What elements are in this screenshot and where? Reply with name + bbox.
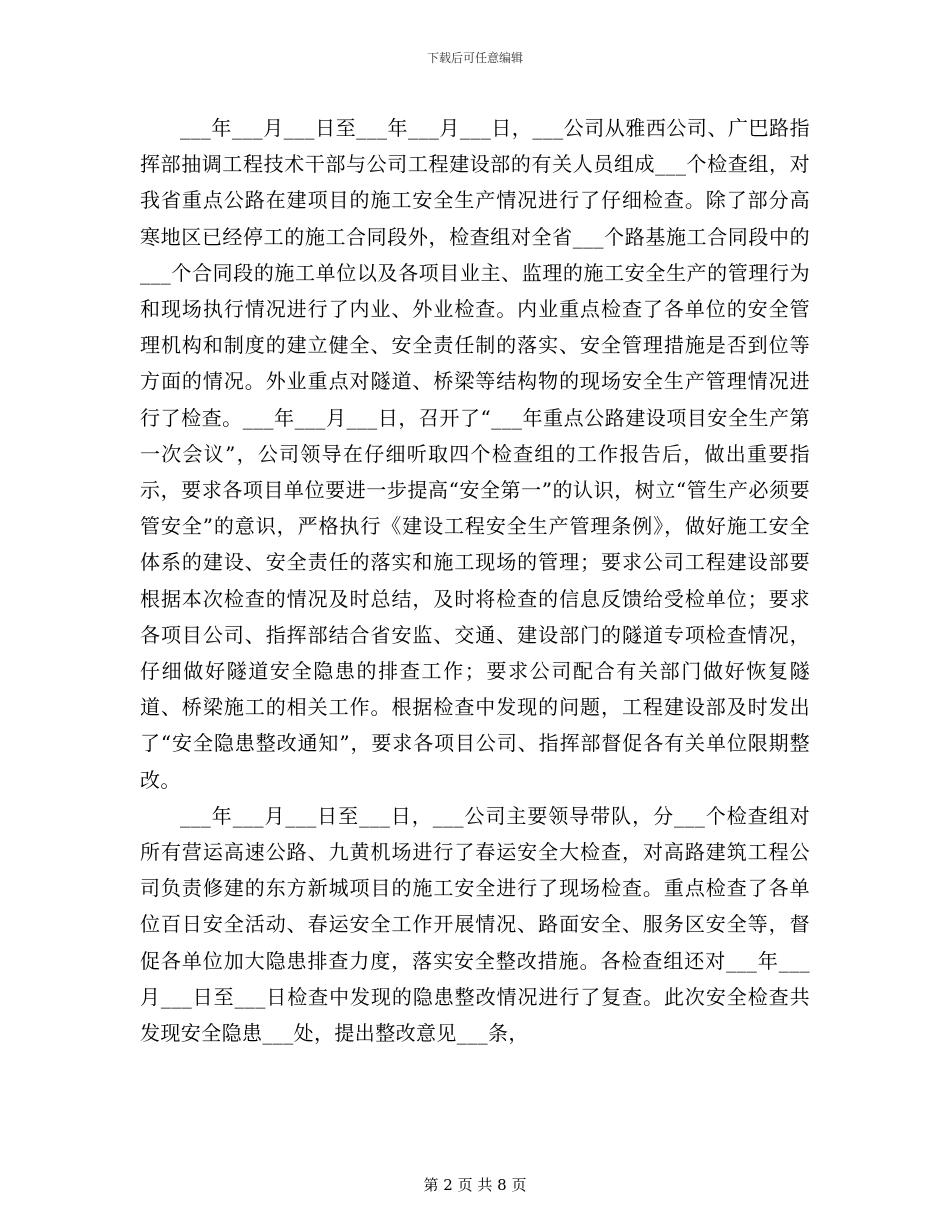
body-paragraph-2: ___年___月___日至___日，___公司主要领导带队，分___个检查组对所有营运高速公路、九黄机场进行了春运安全大检查，对高路建筑工程公司负责修建的东方新城项目的施工安全进行了现场检查。重点检查了各单位百日安全活动、春运安全工作开展情况、路面安全、服务区安全等，督促各单位加大隐患排查力度，落实安全整改措施。各检查组还对___年___月___日至___日检查中发现的隐患整改情况进行了复查。此次安全检查共发现安全隐患___处，提出整改意见___条， — [140, 803, 810, 1046]
document-body — [140, 110, 810, 1051]
page-header-note: 下载后可任意编辑 — [426, 51, 523, 65]
page-number-footer: 第 2 页 共 8 页 — [423, 1176, 527, 1194]
body-paragraph-1: ___年___月___日至___年___月___日，___公司从雅西公司、广巴路指挥部抽调工程技术干部与公司工程建设部的有关人员组成___个检查组，对我省重点公路在建项目的施工安全生产情况进行了仔细检查。除了部分高寒地区已经停工的施工合同段外，检查组对全省___个路基施工合同段中的___个合同段的施工单位以及各项目业主、监理的施工安全生产的管理行为和现场执行情况进行了内业、外业检查。内业重点检查了各单位的安全管理机构和制度的建立健全、安全责任制的落实、安全管理措施是否到位等方面的情况。外业重点对隧道、桥梁等结构物的现场安全生产管理情况进行了检查。___年___月___日，召开了“___年重点公路建设项目安全生产第一次会议”，公司领导在仔细听取四个检查组的工作报告后，做出重要指示，要求各项目单位要进一步提高“安全第一”的认识，树立“管生产必须要管安全”的意识，严格执行《建设工程安全生产管理条例》，做好施工安全体系的建设、安全责任的落实和施工现场的管理；要求公司工程建设部要根据本次检查的情况及时总结，及时将检查的信息反馈给受检单位；要求各项目公司、指挥部结合省安监、交通、建设部门的隧道专项检查情况，仔细做好隧道安全隐患的排查工作；要求公司配合有关部门做好恢复隧道、桥梁施工的相关工作。根据检查中发现的问题，工程建设部及时发出了“安全隐患整改通知”，要求各项目公司、指挥部督促各有关单位限期整改。 — [140, 116, 810, 792]
